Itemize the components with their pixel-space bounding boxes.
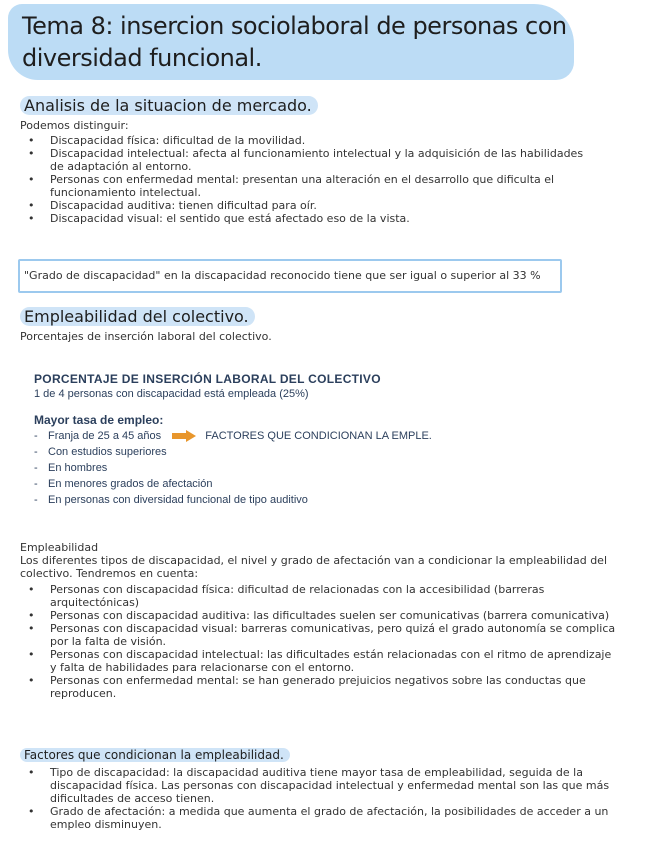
- list-item: • Personas con enfermedad mental: presentan una alteración en el desarrollo que dificulta el funcionamiento intelectual.: [20, 173, 595, 199]
- list-item: • Tipo de discapacidad: la discapacidad auditiva tiene mayor tasa de empleabilidad, seguida de la discapacidad física. Las personas con discapacidad intelectual y enfermedad mental son las que más dificultades de acceso tienen.: [20, 766, 620, 805]
- factors-list: [20, 766, 620, 831]
- arrow-right-icon: [172, 430, 196, 442]
- figure-title: PORCENTAJE DE INSERCIÓN LABORAL DEL COLECTIVO: [34, 372, 381, 386]
- list-item-text: Franja de 25 a 45 años: [48, 430, 162, 442]
- section-heading-text: Empleabilidad del colectivo.: [20, 307, 255, 326]
- arrow-label: FACTORES QUE CONDICIONAN LA EMPLE.: [205, 430, 432, 442]
- employment-factors-list: [34, 428, 594, 508]
- section-intro: Los diferentes tipos de discapacidad, el nivel y grado de afectación van a condicionar la empleabilidad del colectivo. Tendremos en cuenta:: [20, 554, 608, 580]
- list-item: • Personas con enfermedad mental: se han generado prejuicios negativos sobre las conductas que reproducen.: [20, 674, 620, 700]
- list-item: - En menores grados de afectación: [34, 476, 594, 492]
- list-item: • Discapacidad visual: el sentido que está afectado eso de la vista.: [20, 212, 595, 225]
- list-item: • Personas con discapacidad física: dificultad de relacionadas con la accesibilidad (barreras arquitectónicas): [20, 583, 620, 609]
- section-label: Empleabilidad: [20, 541, 99, 554]
- section-heading-text: Factores que condicionan la empleabilidad.: [20, 748, 290, 762]
- figure-subheading: Mayor tasa de empleo:: [34, 413, 164, 427]
- section-heading-factores: [20, 747, 290, 763]
- employability-list: [20, 583, 620, 700]
- list-item: • Discapacidad auditiva: tienen dificultad para oír.: [20, 199, 595, 212]
- figure-subtitle: 1 de 4 personas con discapacidad está empleada (25%): [34, 388, 309, 400]
- list-item: - Con estudios superiores: [34, 444, 594, 460]
- section-intro: Porcentajes de inserción laboral del colectivo.: [20, 330, 272, 343]
- page-title: Tema 8: insercion sociolaboral de personas con diversidad funcional.: [22, 12, 567, 72]
- section-heading-text: Analisis de la situacion de mercado.: [20, 96, 318, 115]
- highlight-box-text: "Grado de discapacidad" en la discapacidad reconocido tiene que ser igual o superior al 33 %: [24, 269, 541, 282]
- list-item: • Discapacidad intelectual: afecta al funcionamiento intelectual y la adquisición de las habilidades de adaptación al entorno.: [20, 147, 595, 173]
- employment-figure: [34, 372, 594, 508]
- list-item: [34, 428, 594, 444]
- list-item: • Personas con discapacidad auditiva: las dificultades suelen ser comunicativas (barrera comunicativa): [20, 609, 620, 622]
- list-item: • Discapacidad física: dificultad de la movilidad.: [20, 134, 595, 147]
- list-item: • Personas con discapacidad visual: barreras comunicativas, pero quizá el grado autonomía se complica por la falta de visión.: [20, 622, 620, 648]
- highlight-box: [18, 259, 562, 293]
- section-heading-mercado: [20, 96, 318, 116]
- list-item: • Personas con discapacidad intelectual: las dificultades están relacionadas con el ritmo de aprendizaje y falta de habilidades para relacionarse con el entorno.: [20, 648, 620, 674]
- list-item: - En personas con diversidad funcional de tipo auditivo: [34, 492, 594, 508]
- section-heading-empleabilidad: [20, 307, 255, 327]
- title-block: [8, 4, 574, 80]
- disability-types-list: [20, 134, 595, 225]
- list-item: - En hombres: [34, 460, 594, 476]
- section-intro: Podemos distinguir:: [20, 119, 129, 132]
- list-item: • Grado de afectación: a medida que aumenta el grado de afectación, la posibilidades de acceder a un empleo disminuyen.: [20, 805, 620, 831]
